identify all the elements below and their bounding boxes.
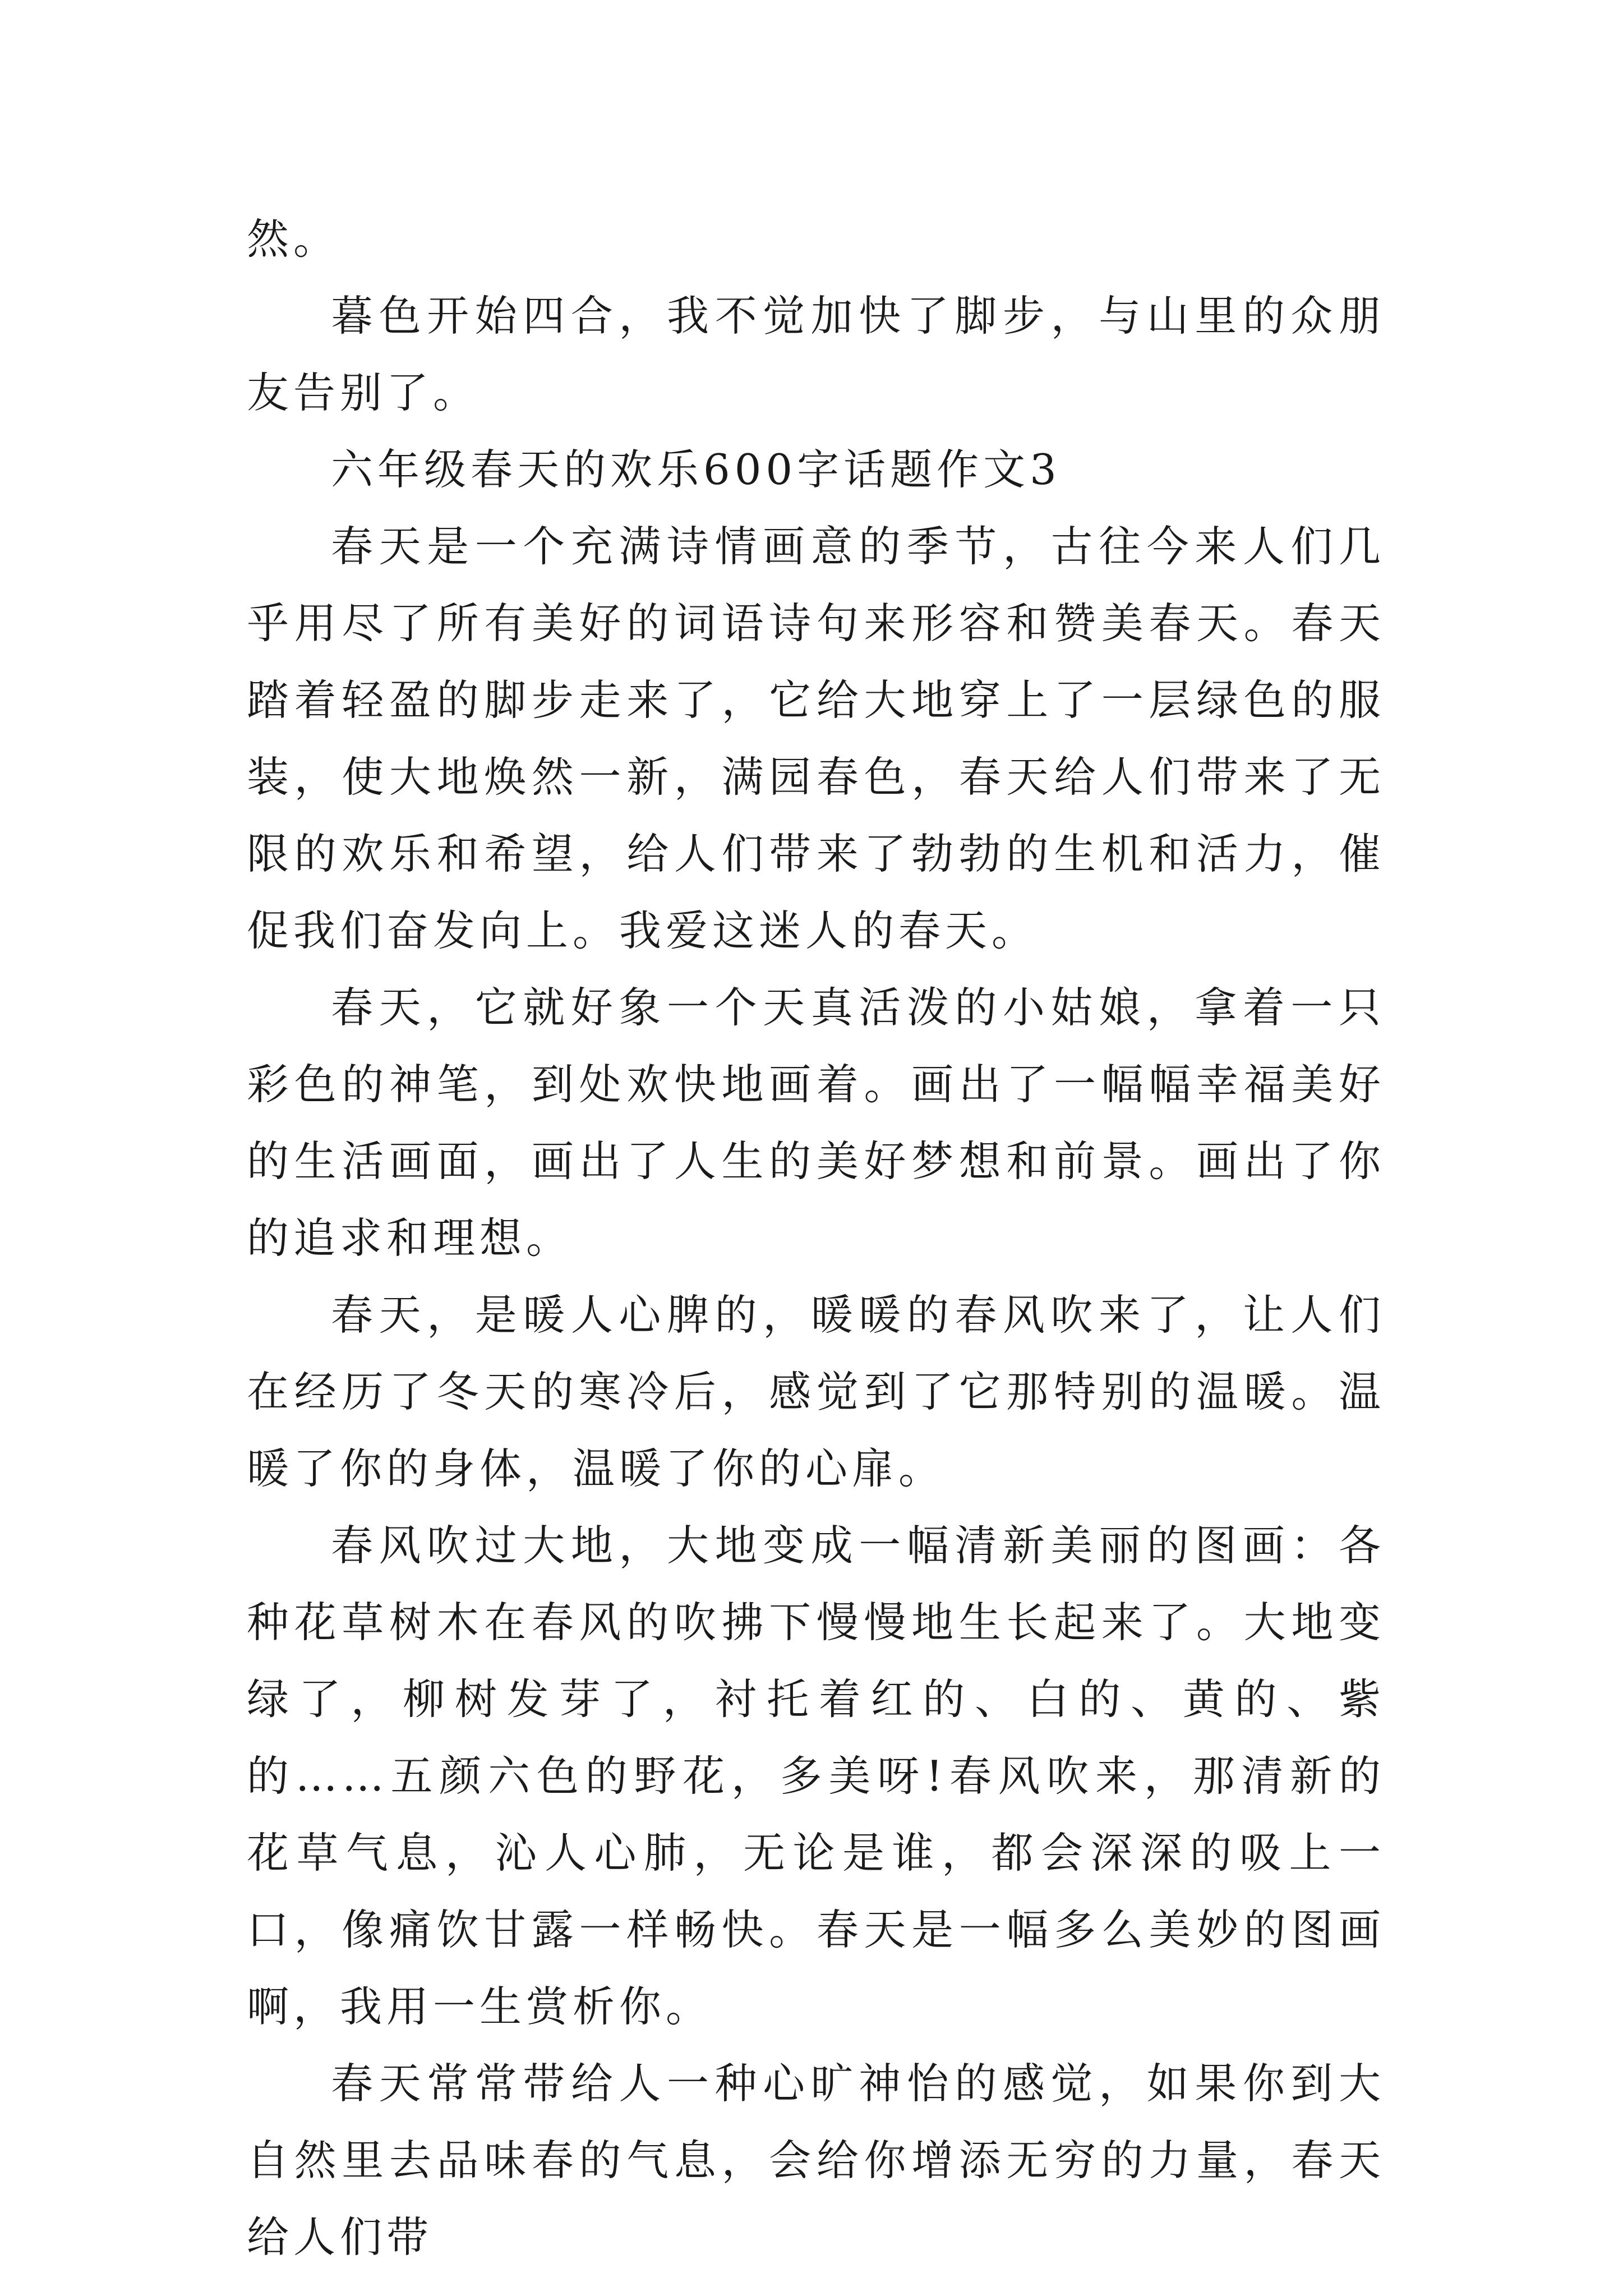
document-body bbox=[247, 201, 1385, 2276]
paragraph-4: 春天，它就好象一个天真活泼的小姑娘，拿着一只彩色的神笔，到处欢快地画着。画出了一幅幅幸福美好的生活画面，画出了人生的美好梦想和前景。画出了你的追求和理想。 bbox=[247, 983, 1385, 1263]
paragraph-7: 春天常常带给人一种心旷神怡的感觉，如果你到大自然里去品味春的气息，会给你增添无穷的力量，春天给人们带 bbox=[247, 2059, 1385, 2262]
paragraph-3: 春天是一个充满诗情画意的季节，古往今来人们几乎用尽了所有美好的词语诗句来形容和赞美春天。春天踏着轻盈的脚步走来了，它给大地穿上了一层绿色的服装，使大地焕然一新，满园春色，春天给人们带来了无限的欢乐和希望，给人们带来了勃勃的生机和活力，催促我们奋发向上。我爱这迷人的春天。 bbox=[247, 522, 1385, 955]
paragraph-6: 春风吹过大地，大地变成一幅清新美丽的图画：各种花草树木在春风的吹拂下慢慢地生长起来了。大地变绿了，柳树发芽了，衬托着红的、白的、黄的、紫的……五颜六色的野花，多美呀!春风吹来，那清新的花草气息，沁人心肺，无论是谁，都会深深的吸上一口，像痛饮甘露一样畅快。春天是一幅多么美妙的图画啊，我用一生赏析你。 bbox=[247, 1521, 1385, 2031]
paragraph-2: 暮色开始四合，我不觉加快了脚步，与山里的众朋友告别了。 bbox=[247, 291, 1385, 417]
paragraph-5: 春天，是暖人心脾的，暖暖的春风吹来了，让人们在经历了冬天的寒冷后，感觉到了它那特别的温暖。温暖了你的身体，温暖了你的心扉。 bbox=[247, 1290, 1385, 1493]
paragraph-1: 然。 bbox=[247, 214, 340, 264]
section-heading: 六年级春天的欢乐600字话题作文3 bbox=[331, 445, 1061, 494]
